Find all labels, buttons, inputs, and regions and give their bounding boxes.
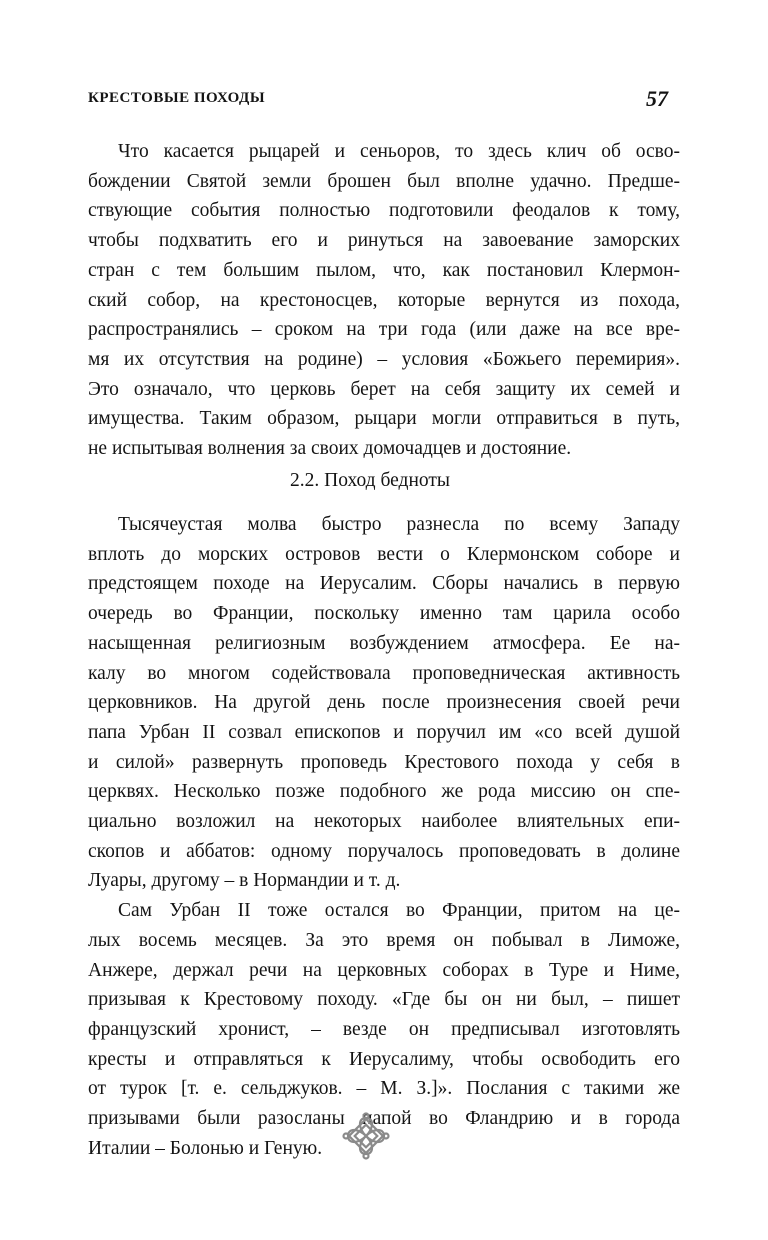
text-line: Сам Урбан II тоже остался во Франции, притом на це- (118, 900, 680, 922)
text-line: французский хронист, – везде он предписывал изготовлять (88, 1018, 680, 1040)
text-line: кресты и отправляться к Иерусалиму, чтобы освободить его (88, 1048, 680, 1070)
text-line: призывами были разосланы папой во Фландрию и в города (88, 1108, 680, 1130)
paragraph-1 (88, 137, 680, 464)
text-line: Тысячеустая молва быстро разнесла по всему Западу (118, 514, 680, 535)
text-line: Что касается рыцарей и сеньоров, то здесь клич об осво- (118, 141, 680, 162)
text-line: Анжере, держал речи на церковных соборах в Туре и Ниме, (88, 959, 680, 981)
text-line: церковников. На другой день после произнесения своей речи (88, 692, 680, 714)
text-line: имущества. Таким образом, рыцари могли отправиться в путь, (88, 408, 680, 430)
text-line: ствующие события полностью подготовили феодалов к тому, (88, 200, 680, 222)
text-line: чтобы подхватить его и ринуться на завоевание заморских (88, 230, 680, 252)
text-line: лых восемь месяцев. За это время он побывал в Лиможе, (88, 929, 680, 951)
text-line: Луары, другому – в Нормандии и т. д. (88, 870, 401, 892)
page-number: 57 (646, 86, 668, 111)
text-line: насыщенная религиозным возбуждением атмосфера. Ее на- (88, 632, 680, 654)
text-line: бождении Святой земли брошен был вполне удачно. Предше- (88, 170, 680, 192)
text-line: церквях. Несколько позже подобного же рода миссию он спе- (88, 781, 680, 803)
celtic-knot-ornament-icon (340, 1110, 392, 1162)
text-line: папа Урбан II созвал епископов и поручил им «со всей душой (88, 721, 680, 743)
text-line: Это означало, что церковь берет на себя защиту их семей и (88, 378, 680, 400)
text-line: ский собор, на крестоносцев, которые вернутся из похода, (88, 289, 680, 311)
text-line: очередь во Франции, поскольку именно там царила особо (88, 603, 680, 625)
text-line: стран с тем большим пылом, что, как постановил Клермон- (88, 259, 680, 281)
text-line: призывая к Крестовому походу. «Где бы он ни был, – пишет (88, 989, 680, 1011)
text-line: распространялись – сроком на три года (или даже на все вре- (88, 319, 680, 341)
text-line: предстоящем походе на Иерусалим. Сборы начались в первую (88, 573, 680, 595)
paragraph-2-3 (88, 510, 680, 1163)
text-line: Италии – Болонью и Геную. (88, 1137, 323, 1159)
text-line: скопов и аббатов: одному поручалось проповедовать в долине (88, 840, 680, 862)
text-line: и силой» развернуть проповедь Крестового похода у себя в (88, 751, 680, 773)
section-heading: 2.2. Поход бедноты (290, 470, 450, 491)
text-line: калу во многом содействовала проповедническая активность (88, 662, 680, 684)
text-line: мя их отсутствия на родине) – условия «Божьего перемирия». (88, 348, 680, 370)
text-line: циально возложил на некоторых наиболее влиятельных епи- (88, 811, 680, 833)
running-head: КРЕСТОВЫЕ ПОХОДЫ (88, 90, 266, 106)
text-line: не испытывая волнения за своих домочадцев и достояние. (88, 438, 572, 460)
text-line: от турок [т. е. сельджуков. – М. З.]». Послания с такими же (88, 1078, 680, 1100)
text-line: вплоть до морских островов вести о Клермонском соборе и (88, 543, 680, 565)
